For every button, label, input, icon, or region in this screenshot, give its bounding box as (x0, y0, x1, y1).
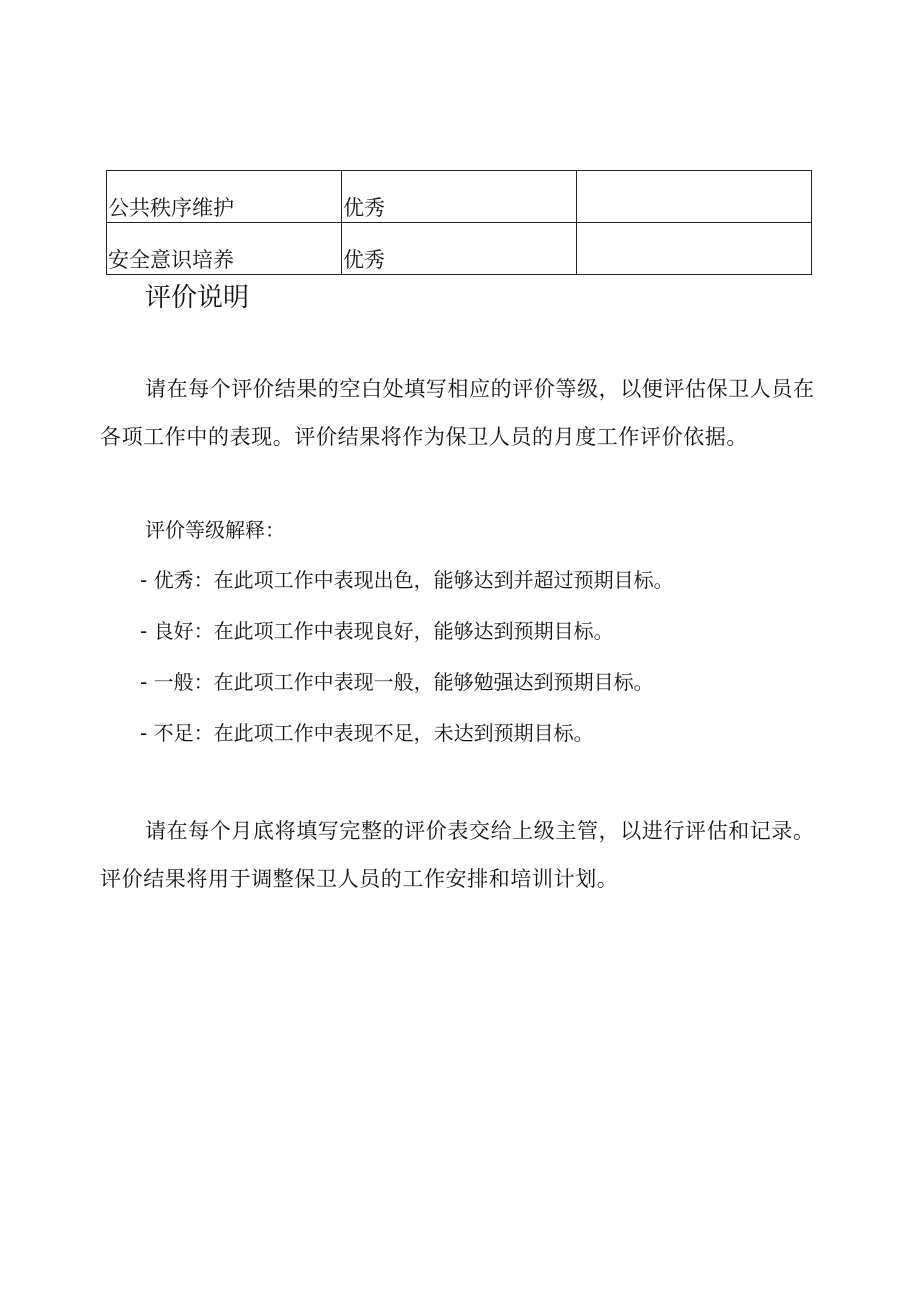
note-cell[interactable] (577, 171, 812, 223)
item-cell: 公共秩序维护 (107, 171, 342, 223)
table-row (107, 171, 812, 223)
list-item: - 一般：在此项工作中表现一般，能够勉强达到预期目标。 (140, 670, 654, 694)
item-cell: 安全意识培养 (107, 223, 342, 275)
closing-paragraph: 请在每个月底将填写完整的评价表交给上级主管，以进行评估和记录。评价结果将用于调整保卫人员的工作安排和培训计划。 (100, 819, 815, 891)
evaluation-table (106, 170, 812, 275)
grade-cell: 优秀 (342, 171, 577, 223)
list-item: - 良好：在此项工作中表现良好，能够达到预期目标。 (140, 619, 614, 643)
grade-cell: 优秀 (342, 223, 577, 275)
list-item: - 优秀：在此项工作中表现出色，能够达到并超过预期目标。 (140, 568, 674, 592)
table-row (107, 223, 812, 275)
intro-paragraph: 请在每个评价结果的空白处填写相应的评价等级，以便评估保卫人员在各项工作中的表现。评价结果将作为保卫人员的月度工作评价依据。 (100, 377, 815, 449)
list-item: - 不足：在此项工作中表现不足，未达到预期目标。 (140, 721, 594, 745)
grade-list (140, 565, 674, 769)
note-cell[interactable] (577, 223, 812, 275)
grades-heading: 评价等级解释： (145, 518, 285, 542)
section-title: 评价说明 (145, 283, 250, 313)
